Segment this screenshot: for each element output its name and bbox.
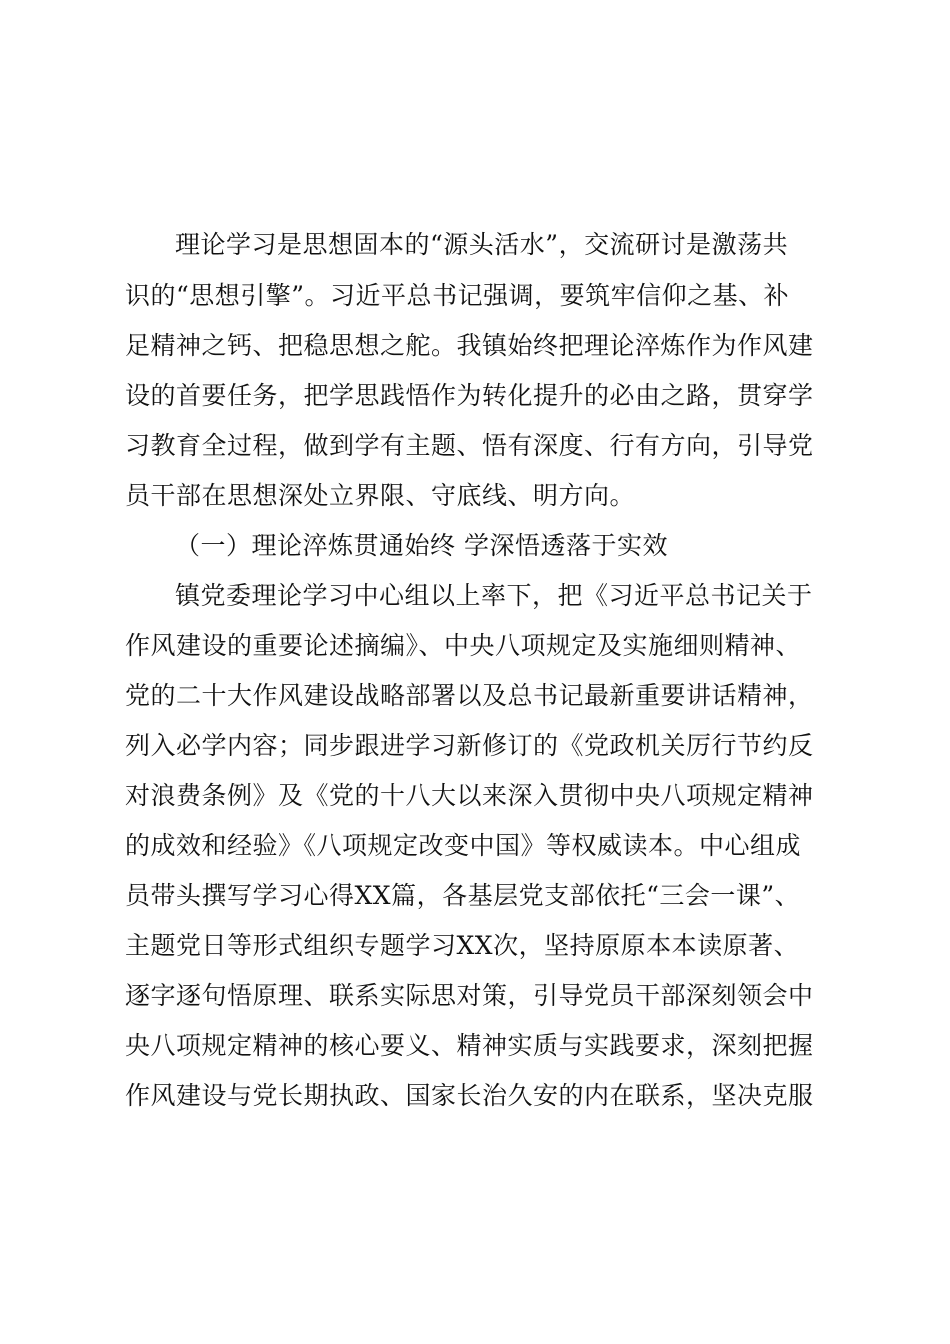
paragraph-line: 习教育全过程，做到学有主题、悟有深度、行有方向，引导党 bbox=[125, 431, 814, 460]
section-heading: （一）理论淬炼贯通始终 学深悟透落于实效 bbox=[175, 531, 668, 560]
paragraph-line: 的成效和经验》《八项规定改变中国》等权威读本。中心组成 bbox=[125, 831, 802, 860]
paragraph-line: 理论学习是思想固本的“源头活水”，交流研讨是激荡共 bbox=[175, 230, 789, 259]
paragraph-line: 设的首要任务，把学思践悟作为转化提升的必由之路，贯穿学 bbox=[125, 381, 814, 410]
paragraph-line: 作风建设的重要论述摘编》、中央八项规定及实施细则精神、 bbox=[125, 631, 802, 660]
paragraph-line: 逐字逐句悟原理、联系实际思对策，引导党员干部深刻领会中 bbox=[125, 981, 814, 1010]
paragraph-line: 员带头撰写学习心得XX篇，各基层党支部依托“三会一课”、 bbox=[125, 881, 801, 910]
paragraph-line: 党的二十大作风建设战略部署以及总书记最新重要讲话精神， bbox=[125, 681, 814, 710]
paragraph-line: 识的“思想引擎”。习近平总书记强调，要筑牢信仰之基、补 bbox=[125, 281, 790, 310]
paragraph-line: 央八项规定精神的核心要义、精神实质与实践要求，深刻把握 bbox=[125, 1031, 814, 1060]
paragraph-line: 列入必学内容；同步跟进学习新修订的《党政机关厉行节约反 bbox=[125, 731, 814, 760]
paragraph-line: 足精神之钙、把稳思想之舵。我镇始终把理论淬炼作为作风建 bbox=[125, 331, 814, 360]
paragraph-line: 主题党日等形式组织专题学习XX次，坚持原原本本读原著、 bbox=[125, 931, 800, 960]
paragraph-line: 镇党委理论学习中心组以上率下，把《习近平总书记关于 bbox=[175, 581, 813, 610]
paragraph-line: 员干部在思想深处立界限、守底线、明方向。 bbox=[125, 481, 636, 510]
paragraph-line: 作风建设与党长期执政、国家长治久安的内在联系，坚决克服 bbox=[125, 1081, 814, 1110]
paragraph-line: 对浪费条例》及《党的十八大以来深入贯彻中央八项规定精神 bbox=[125, 781, 814, 810]
